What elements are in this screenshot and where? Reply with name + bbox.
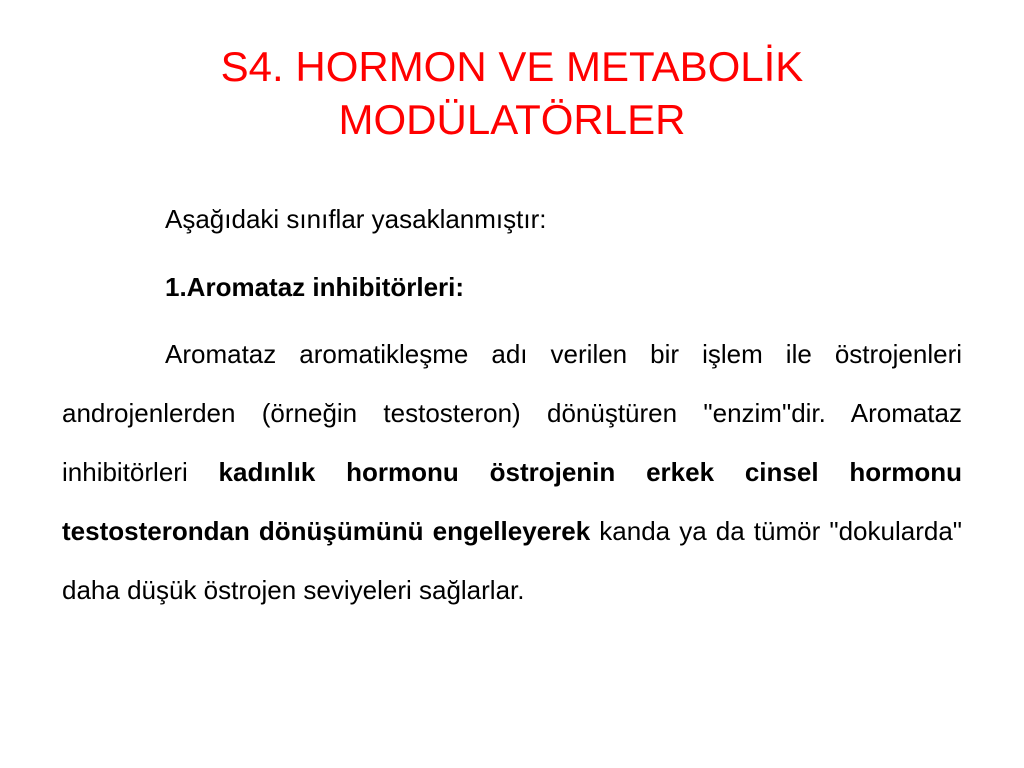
title-line-2: MODÜLATÖRLER	[338, 96, 686, 143]
intro-text: Aşağıdaki sınıflar yasaklanmıştır:	[165, 204, 547, 234]
body-paragraph	[62, 325, 962, 620]
section-heading: 1.Aromataz inhibitörleri:	[165, 272, 465, 302]
paragraph-part-2: kanda ya da tümör "dokularda" daha düşük östrojen seviyeleri sağlarlar.	[62, 516, 963, 605]
title-line-1: S4. HORMON VE METABOLİK	[220, 43, 804, 90]
slide-content	[62, 195, 962, 620]
slide-title	[60, 40, 964, 146]
paragraph-bold-phrase: kadınlık hormonu östrojenin erkek cinsel hormonu testosterondan dönüşümünü engelleyerek	[62, 457, 962, 546]
paragraph-part-1: Aromataz aromatikleşme adı verilen bir işlem ile östrojenleri androjenlerden (örneğin testosteron) dönüştüren "enzim"dir. Aromataz inhibitörleri	[62, 339, 962, 487]
